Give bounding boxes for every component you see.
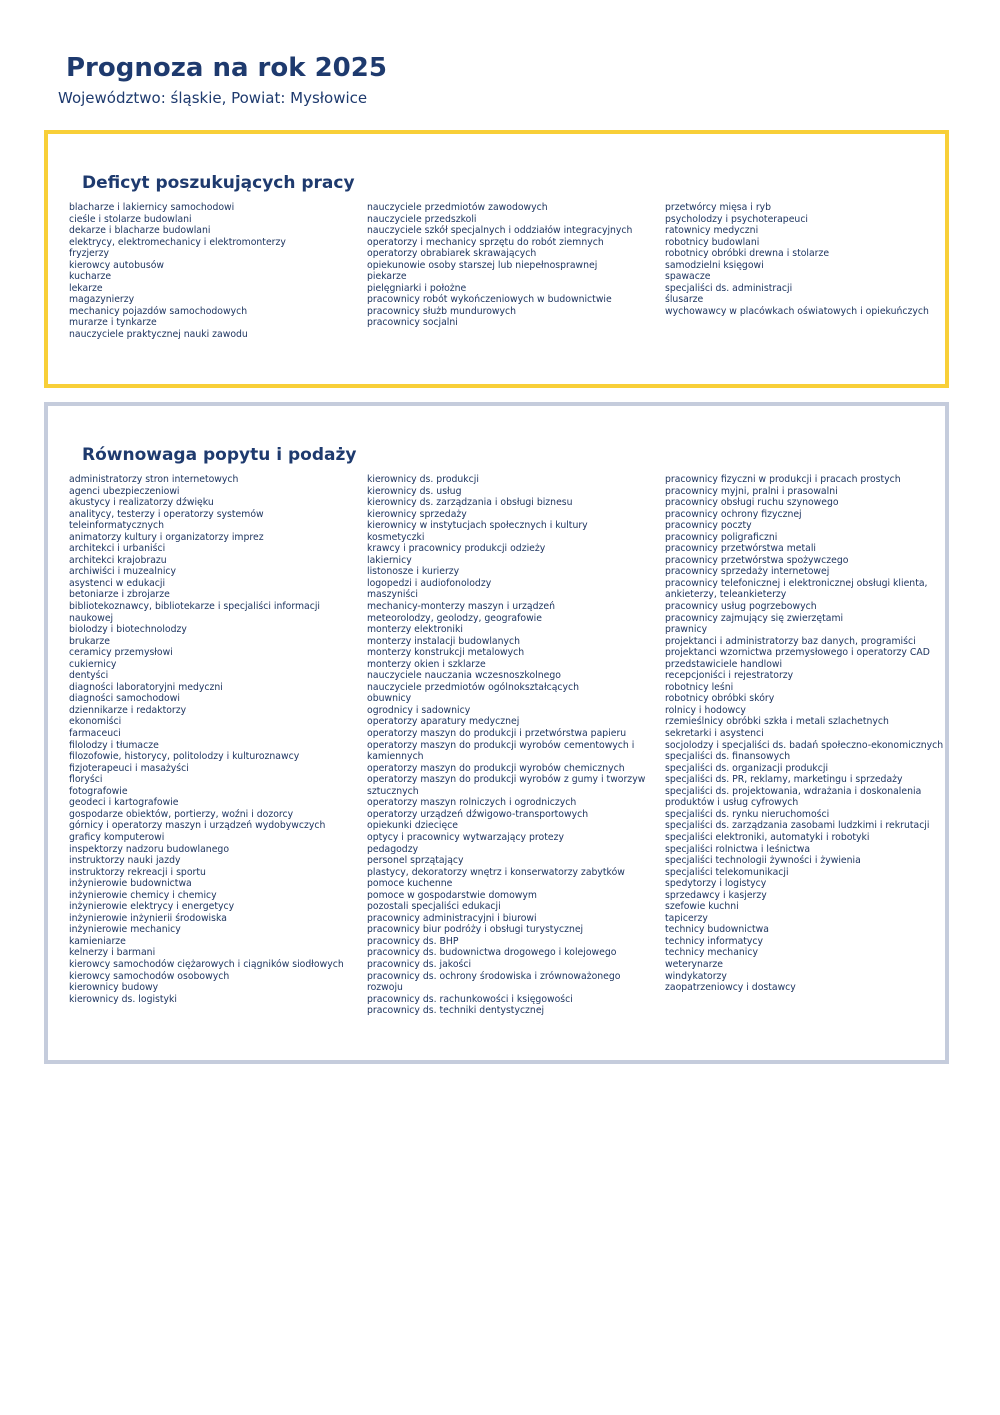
occupation-item: specjaliści rolnictwa i leśnictwa — [665, 843, 811, 855]
occupation-item: specjaliści elektroniki, automatyki i robotyki — [665, 831, 870, 843]
occupation-item: pracownicy poczty — [665, 520, 752, 532]
occupation-item: lakiernicy — [367, 554, 412, 566]
occupation-item: animatorzy kultury i organizatorzy imprez — [69, 531, 264, 543]
occupation-item: specjaliści ds. rynku nieruchomości — [665, 808, 830, 820]
occupation-item: instruktorzy nauki jazdy — [69, 855, 181, 867]
page-subtitle: Województwo: śląskie, Powiat: Mysłowice — [58, 89, 368, 107]
occupation-item: operatorzy urządzeń dźwigowo-transportowych — [367, 808, 589, 820]
occupation-item: pracownicy ds. BHP — [367, 935, 459, 947]
occupation-item: operatorzy maszyn do produkcji wyrobów z gumy i tworzyw sztucznych — [367, 774, 646, 797]
occupation-item: lekarze — [69, 282, 103, 294]
occupation-item: logopedzi i audiofonolodzy — [367, 577, 492, 589]
occupation-item: górnicy i operatorzy maszyn i urządzeń wydobywczych — [69, 820, 326, 832]
occupation-item: pracownicy obsługi ruchu szynowego — [665, 497, 839, 509]
occupation-item: betoniarze i zbrojarze — [69, 589, 170, 601]
occupation-item: inżynierowie elektrycy i energetycy — [69, 901, 235, 913]
occupation-item: pracownicy ds. jakości — [367, 958, 472, 970]
occupation-item: agenci ubezpieczeniowi — [69, 485, 180, 497]
occupation-item: diagności laboratoryjni medyczni — [69, 681, 223, 693]
occupation-item: przetwórcy mięsa i ryb — [665, 202, 772, 213]
occupation-item: obuwnicy — [367, 693, 412, 705]
occupation-item: dekarze i blacharze budowlani — [69, 225, 211, 237]
occupation-item: inspektorzy nadzoru budowlanego — [69, 843, 230, 855]
occupation-item: meteorolodzy, geolodzy, geografowie — [367, 612, 542, 624]
occupation-item: rzemieślnicy obróbki szkła i metali szlachetnych — [665, 716, 889, 728]
occupation-item: pracownicy poligraficzni — [665, 531, 778, 543]
deficit-column-3 — [665, 202, 955, 317]
occupation-item: mechanicy pojazdów samochodowych — [69, 305, 248, 317]
occupation-item: pracownicy służb mundurowych — [367, 305, 517, 317]
occupation-item: piekarze — [367, 271, 407, 283]
occupation-item: optycy i pracownicy wytwarzający protezy — [367, 831, 564, 843]
occupation-item: pracownicy myjni, pralni i prasowalni — [665, 485, 838, 497]
occupation-item: nauczyciele nauczania wczesnoszkolnego — [367, 670, 561, 682]
occupation-item: pozostali specjaliści edukacji — [367, 901, 501, 913]
occupation-item: monterzy konstrukcji metalowych — [367, 647, 525, 659]
balance-column-3 — [665, 474, 955, 994]
occupation-item: specjaliści ds. finansowych — [665, 751, 791, 763]
occupation-item: mechanicy-monterzy maszyn i urządzeń — [367, 601, 555, 613]
occupation-item: kierownicy ds. logistyki — [69, 993, 178, 1005]
occupation-item: pracownicy biur podróży i obsługi turystycznej — [367, 924, 584, 936]
occupation-item: opiekunowie osoby starszej lub niepełnosprawnej — [367, 259, 598, 271]
occupation-item: pracownicy sprzedaży internetowej — [665, 566, 830, 578]
occupation-item: nauczyciele praktycznej nauki zawodu — [69, 329, 248, 341]
occupation-item: magazynierzy — [69, 294, 135, 306]
occupation-item: maszyniści — [367, 589, 418, 601]
occupation-item: ceramicy przemysłowi — [69, 647, 173, 659]
occupation-item: spedytorzy i logistycy — [665, 878, 767, 890]
balance-column-2 — [367, 474, 657, 1017]
occupation-item: pracownicy usług pogrzebowych — [665, 601, 817, 613]
occupation-item: floryści — [69, 774, 103, 786]
occupation-item: architekci krajobrazu — [69, 554, 167, 566]
occupation-item: operatorzy maszyn rolniczych i ogrodniczych — [367, 797, 577, 809]
balance-section-title: Równowaga popytu i podaży — [82, 445, 357, 465]
occupation-item: nauczyciele przedmiotów ogólnokształcących — [367, 681, 580, 693]
occupation-item: pracownicy zajmujący się zwierzętami — [665, 612, 844, 624]
deficit-section-title: Deficyt poszukujących pracy — [82, 173, 355, 193]
occupation-item: wychowawcy w placówkach oświatowych i opiekuńczych — [665, 305, 929, 317]
occupation-item: fizjoterapeuci i masażyści — [69, 762, 189, 774]
occupation-item: specjaliści ds. projektowania, wdrażania i doskonalenia produktów i usług cyfrowych — [665, 785, 922, 809]
occupation-item: windykatorzy — [665, 970, 727, 982]
occupation-item: socjolodzy i specjaliści ds. badań społeczno-ekonomicznych — [665, 739, 944, 751]
occupation-item: gospodarze obiektów, portierzy, woźni i dozorcy — [69, 808, 294, 820]
occupation-item: pracownicy ds. ochrony środowiska i zrównoważonego rozwoju — [367, 970, 621, 994]
occupation-item: opiekunki dziecięce — [367, 820, 459, 832]
occupation-item: asystenci w edukacji — [69, 577, 166, 589]
occupation-item: kierowcy samochodów osobowych — [69, 970, 230, 982]
occupation-item: brukarze — [69, 635, 110, 647]
occupation-item: projektanci wzornictwa przemysłowego i operatorzy CAD — [665, 647, 930, 659]
occupation-item: recepcjoniści i rejestratorzy — [665, 670, 794, 682]
occupation-item: pracownicy fizyczni w produkcji i pracach prostych — [665, 474, 901, 485]
occupation-item: geodeci i kartografowie — [69, 797, 179, 809]
occupation-item: zaopatrzeniowcy i dostawcy — [665, 982, 796, 994]
occupation-item: kucharze — [69, 271, 112, 283]
occupation-item: kierownicy w instytucjach społecznych i kultury — [367, 520, 588, 532]
occupation-item: psycholodzy i psychoterapeuci — [665, 213, 809, 225]
occupation-item: listonosze i kurierzy — [367, 566, 460, 578]
occupation-item: robotnicy obróbki skóry — [665, 693, 775, 705]
occupation-item: rolnicy i hodowcy — [665, 704, 746, 716]
occupation-item: akustycy i realizatorzy dźwięku — [69, 497, 214, 509]
occupation-item: operatorzy maszyn do produkcji i przetwórstwa papieru — [367, 728, 627, 740]
occupation-item: kierownicy ds. produkcji — [367, 474, 479, 485]
occupation-item: specjaliści technologii żywności i żywienia — [665, 855, 861, 867]
occupation-item: pedagodzy — [367, 843, 419, 855]
occupation-item: nauczyciele przedmiotów zawodowych — [367, 202, 548, 213]
occupation-item: graficy komputerowi — [69, 831, 165, 843]
occupation-item: kosmetyczki — [367, 531, 425, 543]
occupation-item: elektrycy, elektromechanicy i elektromonterzy — [69, 236, 286, 248]
deficit-column-2 — [367, 202, 657, 329]
occupation-item: pracownicy administracyjni i biurowi — [367, 912, 537, 924]
occupation-item: technicy mechanicy — [665, 947, 758, 959]
occupation-item: sprzedawcy i kasjerzy — [665, 889, 767, 901]
occupation-item: operatorzy i mechanicy sprzętu do robót ziemnych — [367, 236, 604, 248]
occupation-item: farmaceuci — [69, 728, 121, 740]
occupation-item: tapicerzy — [665, 912, 708, 924]
occupation-item: monterzy instalacji budowlanych — [367, 635, 520, 647]
occupation-item: fotografowie — [69, 785, 128, 797]
occupation-item: technicy informatycy — [665, 935, 764, 947]
occupation-item: projektanci i administratorzy baz danych, programiści — [665, 635, 916, 647]
occupation-item: kierownicy ds. usług — [367, 485, 462, 497]
occupation-item: pracownicy telefonicznej i elektronicznej obsługi klienta, ankieterzy, teleankieterzy — [665, 577, 928, 601]
occupation-item: robotnicy obróbki drewna i stolarze — [665, 248, 830, 260]
occupation-item: pracownicy ochrony fizycznej — [665, 508, 802, 520]
occupation-item: inżynierowie budownictwa — [69, 878, 192, 890]
occupation-item: specjaliści ds. administracji — [665, 282, 793, 294]
occupation-item: spawacze — [665, 271, 711, 283]
occupation-item: pracownicy przetwórstwa spożywczego — [665, 554, 849, 566]
balance-section — [44, 402, 949, 1064]
occupation-item: pracownicy ds. budownictwa drogowego i kolejowego — [367, 947, 617, 959]
occupation-item: murarze i tynkarze — [69, 317, 157, 329]
occupation-item: pracownicy przetwórstwa metali — [665, 543, 816, 555]
occupation-item: pomoce w gospodarstwie domowym — [367, 889, 537, 901]
occupation-item: biolodzy i biotechnolodzy — [69, 624, 187, 636]
balance-column-1 — [69, 474, 359, 1005]
occupation-item: operatorzy aparatury medycznej — [367, 716, 520, 728]
occupation-item: dziennikarze i redaktorzy — [69, 704, 187, 716]
occupation-item: analitycy, testerzy i operatorzy systemów teleinformatycznych — [69, 508, 264, 532]
occupation-item: bibliotekoznawcy, bibliotekarze i specjaliści informacji naukowej — [69, 601, 321, 624]
occupation-item: cukiernicy — [69, 658, 117, 670]
occupation-item: specjaliści ds. organizacji produkcji — [665, 762, 829, 774]
deficit-column-1 — [69, 202, 359, 341]
occupation-item: operatorzy maszyn do produkcji wyrobów cementowych i kamiennych — [367, 739, 635, 763]
occupation-item: prawnicy — [665, 624, 708, 636]
occupation-item: monterzy okien i szklarze — [367, 658, 486, 670]
occupation-item: personel sprzątający — [367, 855, 464, 867]
occupation-item: blacharze i lakiernicy samochodowi — [69, 202, 235, 213]
occupation-item: szefowie kuchni — [665, 901, 739, 913]
occupation-item: cieśle i stolarze budowlani — [69, 213, 192, 225]
occupation-item: kierownicy ds. zarządzania i obsługi biznesu — [367, 497, 573, 509]
occupation-item: inżynierowie mechanicy — [69, 924, 181, 936]
occupation-item: ratownicy medyczni — [665, 225, 759, 237]
occupation-item: operatorzy maszyn do produkcji wyrobów chemicznych — [367, 762, 625, 774]
occupation-item: filozofowie, historycy, politolodzy i kulturoznawcy — [69, 751, 300, 763]
occupation-item: dentyści — [69, 670, 109, 682]
occupation-item: weterynarze — [665, 958, 724, 970]
occupation-item: przedstawiciele handlowi — [665, 658, 783, 670]
occupation-item: specjaliści ds. PR, reklamy, marketingu i sprzedaży — [665, 774, 903, 786]
occupation-item: ślusarze — [665, 294, 704, 306]
occupation-item: operatorzy obrabiarek skrawających — [367, 248, 537, 260]
occupation-item: kierowcy samochodów ciężarowych i ciągników siodłowych — [69, 958, 344, 970]
occupation-item: filolodzy i tłumacze — [69, 739, 159, 751]
occupation-item: ekonomiści — [69, 716, 122, 728]
occupation-item: pielęgniarki i położne — [367, 282, 467, 294]
occupation-item: samodzielni księgowi — [665, 259, 764, 271]
occupation-item: kierownicy sprzedaży — [367, 508, 467, 520]
occupation-item: fryzjerzy — [69, 248, 109, 260]
occupation-item: kierowcy autobusów — [69, 259, 165, 271]
occupation-item: robotnicy leśni — [665, 681, 734, 693]
occupation-item: pracownicy socjalni — [367, 317, 458, 329]
occupation-item: pracownicy ds. techniki dentystycznej — [367, 1005, 545, 1017]
occupation-item: nauczyciele szkół specjalnych i oddziałów integracyjnych — [367, 225, 633, 237]
occupation-item: archiwiści i muzealnicy — [69, 566, 177, 578]
occupation-item: pracownicy ds. rachunkowości i księgowości — [367, 993, 573, 1005]
occupation-item: monterzy elektroniki — [367, 624, 463, 636]
occupation-item: specjaliści telekomunikacji — [665, 866, 789, 878]
occupation-item: sekretarki i asystenci — [665, 728, 764, 740]
occupation-item: pracownicy robót wykończeniowych w budownictwie — [367, 294, 612, 306]
occupation-item: nauczyciele przedszkoli — [367, 213, 477, 225]
page-title: Prognoza na rok 2025 — [66, 53, 387, 83]
deficit-section — [44, 130, 949, 388]
occupation-item: kierownicy budowy — [69, 982, 159, 994]
occupation-item: technicy budownictwa — [665, 924, 769, 936]
occupation-item: inżynierowie chemicy i chemicy — [69, 889, 217, 901]
occupation-item: pomoce kuchenne — [367, 878, 453, 890]
occupation-item: specjaliści ds. zarządzania zasobami ludzkimi i rekrutacji — [665, 820, 930, 832]
occupation-item: architekci i urbaniści — [69, 543, 166, 555]
occupation-item: robotnicy budowlani — [665, 236, 760, 248]
occupation-item: ogrodnicy i sadownicy — [367, 704, 471, 716]
occupation-item: plastycy, dekoratorzy wnętrz i konserwatorzy zabytków — [367, 866, 625, 878]
occupation-item: kamieniarze — [69, 935, 126, 947]
occupation-item: diagności samochodowi — [69, 693, 180, 705]
occupation-item: inżynierowie inżynierii środowiska — [69, 912, 227, 924]
occupation-item: kelnerzy i barmani — [69, 947, 156, 959]
occupation-item: krawcy i pracownicy produkcji odzieży — [367, 543, 546, 555]
occupation-item: administratorzy stron internetowych — [69, 474, 239, 485]
occupation-item: instruktorzy rekreacji i sportu — [69, 866, 206, 878]
